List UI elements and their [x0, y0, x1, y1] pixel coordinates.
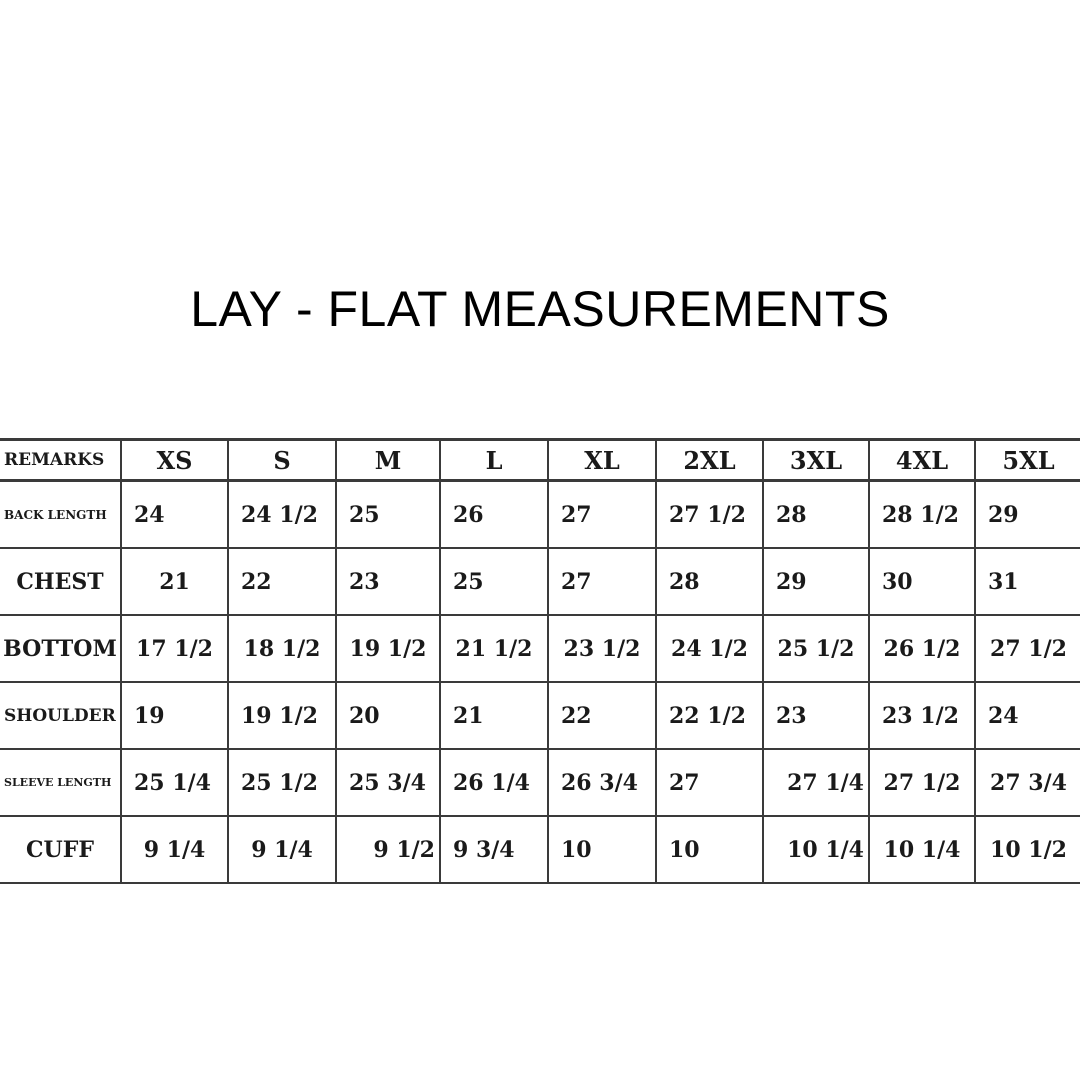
row-label: CHEST — [0, 548, 121, 615]
table-cell: 22 1/2 — [656, 682, 763, 749]
size-table — [0, 438, 1080, 884]
table-cell: 26 1/2 — [869, 615, 975, 682]
row-label: SLEEVE LENGTH — [0, 749, 121, 816]
table-cell: 28 — [656, 548, 763, 615]
header-size-2xl: 2XL — [656, 440, 763, 481]
table-cell: 21 — [440, 682, 548, 749]
header-size-5xl: 5XL — [975, 440, 1080, 481]
table-cell: 27 1/2 — [869, 749, 975, 816]
table-cell: 25 — [440, 548, 548, 615]
table-cell: 25 — [336, 481, 440, 549]
page-title: LAY - FLAT MEASUREMENTS — [190, 281, 890, 337]
table-cell: 26 — [440, 481, 548, 549]
table-cell: 10 1/4 — [763, 816, 869, 883]
table-cell: 24 1/2 — [656, 615, 763, 682]
header-size-4xl: 4XL — [869, 440, 975, 481]
size-chart — [0, 438, 1080, 888]
table-cell: 26 1/4 — [440, 749, 548, 816]
header-size-l: L — [440, 440, 548, 481]
table-cell: 23 1/2 — [869, 682, 975, 749]
header-size-xl: XL — [548, 440, 656, 481]
table-row-shoulder — [0, 682, 1080, 749]
table-cell: 19 — [121, 682, 228, 749]
table-cell: 18 1/2 — [228, 615, 336, 682]
table-cell: 9 1/4 — [121, 816, 228, 883]
table-cell: 24 — [975, 682, 1080, 749]
table-cell: 27 — [656, 749, 763, 816]
table-cell: 19 1/2 — [228, 682, 336, 749]
table-cell: 17 1/2 — [121, 615, 228, 682]
table-cell: 10 1/2 — [975, 816, 1080, 883]
table-cell: 27 3/4 — [975, 749, 1080, 816]
table-cell: 27 1/2 — [656, 481, 763, 549]
table-cell: 21 1/2 — [440, 615, 548, 682]
table-cell: 26 3/4 — [548, 749, 656, 816]
row-label: CUFF — [0, 816, 121, 883]
table-cell: 10 — [548, 816, 656, 883]
table-cell: 31 — [975, 548, 1080, 615]
table-row-bottom — [0, 615, 1080, 682]
table-cell: 25 1/2 — [228, 749, 336, 816]
header-row — [0, 440, 1080, 481]
table-row-cuff — [0, 816, 1080, 883]
table-row-sleeve-length — [0, 749, 1080, 816]
row-label: BOTTOM — [0, 615, 121, 682]
table-cell: 25 1/2 — [763, 615, 869, 682]
table-cell: 20 — [336, 682, 440, 749]
header-remarks: REMARKS — [0, 440, 121, 481]
header-size-s: S — [228, 440, 336, 481]
row-label: SHOULDER — [0, 682, 121, 749]
table-cell: 22 — [548, 682, 656, 749]
header-size-3xl: 3XL — [763, 440, 869, 481]
row-label: BACK LENGTH — [0, 481, 121, 549]
table-cell: 27 — [548, 481, 656, 549]
table-cell: 28 — [763, 481, 869, 549]
table-cell: 29 — [763, 548, 869, 615]
table-cell: 9 1/2 — [336, 816, 440, 883]
table-cell: 27 1/4 — [763, 749, 869, 816]
table-cell: 29 — [975, 481, 1080, 549]
table-cell: 23 — [336, 548, 440, 615]
table-cell: 9 3/4 — [440, 816, 548, 883]
table-cell: 10 1/4 — [869, 816, 975, 883]
table-cell: 19 1/2 — [336, 615, 440, 682]
table-cell: 23 1/2 — [548, 615, 656, 682]
table-row-back-length — [0, 481, 1080, 549]
table-cell: 24 1/2 — [228, 481, 336, 549]
table-cell: 27 — [548, 548, 656, 615]
header-size-xs: XS — [121, 440, 228, 481]
table-cell: 27 1/2 — [975, 615, 1080, 682]
table-cell: 25 1/4 — [121, 749, 228, 816]
table-cell: 22 — [228, 548, 336, 615]
table-cell: 21 — [121, 548, 228, 615]
table-cell: 24 — [121, 481, 228, 549]
table-row-chest — [0, 548, 1080, 615]
header-size-m: M — [336, 440, 440, 481]
table-cell: 23 — [763, 682, 869, 749]
table-cell: 9 1/4 — [228, 816, 336, 883]
table-cell: 10 — [656, 816, 763, 883]
table-cell: 30 — [869, 548, 975, 615]
table-cell: 25 3/4 — [336, 749, 440, 816]
table-cell: 28 1/2 — [869, 481, 975, 549]
